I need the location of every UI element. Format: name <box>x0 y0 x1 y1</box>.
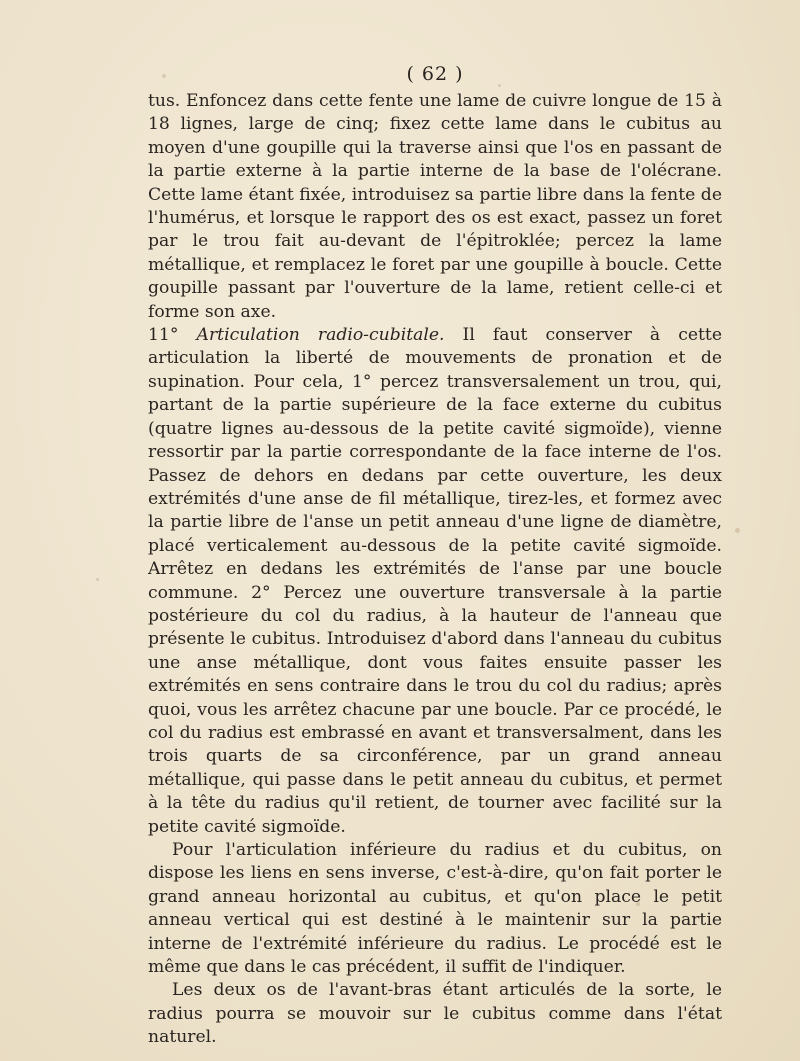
paper-speck <box>162 74 166 78</box>
paragraph-text: Il faut conserver à cette articulation la liberté de mouvements de pronation et de supination. Pour cela, 1° percez transversalement un trou, qui, partant de la partie supérieure de la face externe du cubitus (quatre lignes au-dessous de la petite cavité sigmoïde), vienne ressortir par la partie correspondante de la face interne de l'os. Passez de dehors en dedans par cette ouverture, les deux extrémités d'une anse de fil métallique, tirez-les, et formez avec la partie libre de l'anse un petit anneau d'une ligne de diamètre, placé verticalement au-dessous de la petite cavité sigmoïde. Arrêtez en dedans les extrémités de l'anse par une boucle commune. 2° Percez une ouverture transversale à la partie postérieure du col du radius, à la hauteur de l'anneau que présente le cubitus. Introduisez d'abord dans l'anneau du cubitus une anse métallique, dont vous faites ensuite passer les extrémités en sens contraire dans le trou du col du radius; après quoi, vous les arrêtez chacune par une boucle. Par ce procédé, le col du radius est embrassé en avant et transversalment, dans les trois quarts de sa circonférence, par un grand anneau métallique, qui passe dans le petit anneau du cubitus, et permet à la tête du radius qu'il retient, de tourner avec facilité sur la petite cavité sigmoïde. <box>148 325 722 837</box>
paper-speck <box>735 528 740 533</box>
paragraph-section-11 <box>148 324 722 839</box>
section-title: Articulation radio-cubitale. <box>196 325 445 346</box>
paper-speck <box>636 902 640 906</box>
paragraph-text: Pour l'articulation inférieure du radius et du cubitus, on dispose les liens en sens inverse, c'est-à-dire, qu'on fait porter le grand anneau horizontal au cubitus, et qu'on place le petit anneau vertical qui est destiné à le maintenir sur la partie interne de l'extrémité inférieure du radius. Le procédé est le même que dans le cas précédent, il suffit de l'indiquer. <box>148 840 722 978</box>
page-number: ( 62 ) <box>406 63 464 85</box>
paragraph-continuation <box>148 90 722 324</box>
paragraph-inferior-articulation <box>148 839 722 979</box>
paragraph-text: tus. Enfoncez dans cette fente une lame de cuivre longue de 15 à 18 lignes, large de cinq; fixez cette lame dans le cubitus au moyen d'une goupille qui la traverse ainsi que l'os en passant de la partie externe à la partie interne de la base de l'olécrane. Cette lame étant fixée, introduisez sa partie libre dans la fente de l'humérus, et lorsque le rapport des os est exact, passez un foret par le trou fait au-devant de l'épitroklée; percez la lame métallique, et remplacez le foret par une goupille à boucle. Cette goupille passant par l'ouverture de la lame, retient celle-ci et forme son axe. <box>148 91 722 322</box>
paper-speck <box>96 578 99 581</box>
paragraph-conclusion <box>148 979 722 1049</box>
section-number: 11° <box>148 325 179 346</box>
paragraph-text: Les deux os de l'avant-bras étant articulés de la sorte, le radius pourra se mouvoir sur le cubitus comme dans l'état naturel. <box>148 980 722 1048</box>
paper-speck <box>498 84 501 87</box>
